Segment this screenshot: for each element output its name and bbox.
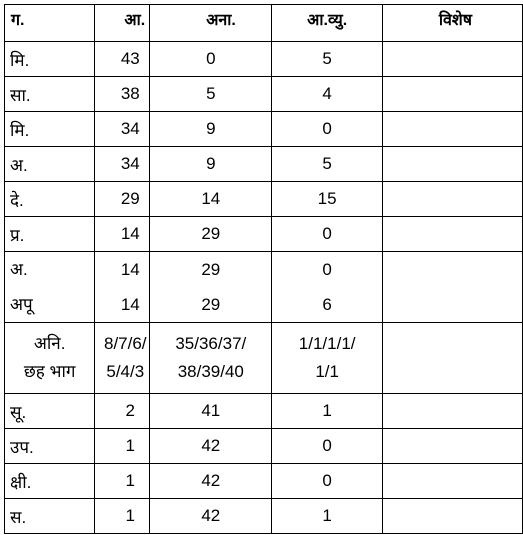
- cell-value: 29: [150, 217, 272, 252]
- table-row: [5, 464, 523, 499]
- cell-value: 15: [272, 182, 382, 217]
- cell-value-combined: [95, 323, 150, 394]
- cell-value: 5: [272, 42, 382, 77]
- row-label: मि.: [5, 42, 95, 77]
- note-cell: [382, 429, 522, 464]
- note-cell: [382, 147, 522, 182]
- cell-value: 0: [272, 464, 382, 499]
- row-label-stack: [5, 252, 95, 323]
- header-cell: आ.व्यु.: [272, 5, 382, 42]
- cell-value: 1: [272, 499, 382, 534]
- table-row-double: [5, 252, 523, 323]
- table-row-combined: [5, 323, 523, 394]
- row-label: अ.: [10, 260, 28, 279]
- note-cell: [382, 112, 522, 147]
- cell-value: 43: [95, 42, 150, 77]
- cell-value: 0: [150, 42, 272, 77]
- cell-value: 38: [95, 77, 150, 112]
- cell-value: 2: [95, 394, 150, 429]
- note-cell: [382, 182, 522, 217]
- cell-value-stack: [150, 252, 272, 323]
- cell-value: 6: [322, 295, 332, 314]
- table-row: [5, 77, 523, 112]
- note-cell: [382, 394, 522, 429]
- row-label: उप.: [5, 429, 95, 464]
- note-cell: [382, 499, 522, 534]
- table-row: [5, 147, 523, 182]
- cell-value: 29: [201, 295, 221, 314]
- note-cell: [382, 464, 522, 499]
- cell-value: 8/7/6/: [104, 334, 147, 353]
- cell-value: 14: [150, 182, 272, 217]
- cell-value: 14: [95, 217, 150, 252]
- table-row: [5, 217, 523, 252]
- cell-value: 5: [272, 147, 382, 182]
- header-cell: ग.: [5, 5, 95, 42]
- note-cell: [382, 42, 522, 77]
- cell-value: 5/4/3: [106, 362, 145, 381]
- table-row: [5, 429, 523, 464]
- note-cell: [382, 217, 522, 252]
- cell-value: 42: [150, 464, 272, 499]
- row-label: अनि.: [33, 334, 66, 353]
- cell-value: 1: [95, 464, 150, 499]
- note-cell: [382, 323, 522, 394]
- row-label-combined: [5, 323, 95, 394]
- row-label: दे.: [5, 182, 95, 217]
- cell-value-combined: [150, 323, 272, 394]
- cell-value: 41: [150, 394, 272, 429]
- cell-value: 35/36/37/: [175, 334, 247, 353]
- cell-value: 42: [150, 499, 272, 534]
- row-label: मि.: [5, 112, 95, 147]
- note-cell: [382, 77, 522, 112]
- row-label: अ.: [5, 147, 95, 182]
- cell-value: 1: [272, 394, 382, 429]
- cell-value: 9: [150, 147, 272, 182]
- table-row: [5, 499, 523, 534]
- cell-value: 5: [150, 77, 272, 112]
- cell-value: 9: [150, 112, 272, 147]
- cell-value: 4: [272, 77, 382, 112]
- cell-value-stack: [95, 252, 150, 323]
- header-cell: अना.: [150, 5, 272, 42]
- cell-value: 1/1/1/1/: [298, 334, 356, 353]
- table-row: [5, 112, 523, 147]
- cell-value: 0: [322, 260, 332, 279]
- cell-value: 0: [272, 112, 382, 147]
- cell-value-stack: [272, 252, 382, 323]
- cell-value: 14: [120, 295, 140, 314]
- cell-value: 34: [95, 112, 150, 147]
- cell-value: 29: [201, 260, 221, 279]
- header-cell: आ.: [95, 5, 150, 42]
- note-cell: [382, 252, 522, 323]
- cell-value: 1/1: [315, 362, 339, 381]
- cell-value: 1: [95, 429, 150, 464]
- row-label: स.: [5, 499, 95, 534]
- header-row: [5, 5, 523, 42]
- cell-value: 0: [272, 217, 382, 252]
- cell-value: 0: [272, 429, 382, 464]
- row-label: छह भाग: [23, 362, 76, 381]
- cell-value: 1: [95, 499, 150, 534]
- cell-value: 38/39/40: [177, 362, 244, 381]
- cell-value: 42: [150, 429, 272, 464]
- header-cell: विशेष: [382, 5, 522, 42]
- row-label: क्षी.: [5, 464, 95, 499]
- cell-value: 14: [120, 260, 140, 279]
- row-label: सू.: [5, 394, 95, 429]
- gunasthana-table: [4, 4, 523, 534]
- row-label: सा.: [5, 77, 95, 112]
- cell-value-combined: [272, 323, 382, 394]
- row-label: प्र.: [5, 217, 95, 252]
- row-label: अपू: [10, 295, 33, 314]
- table-row: [5, 394, 523, 429]
- table-row: [5, 182, 523, 217]
- cell-value: 29: [95, 182, 150, 217]
- table-row: [5, 42, 523, 77]
- cell-value: 34: [95, 147, 150, 182]
